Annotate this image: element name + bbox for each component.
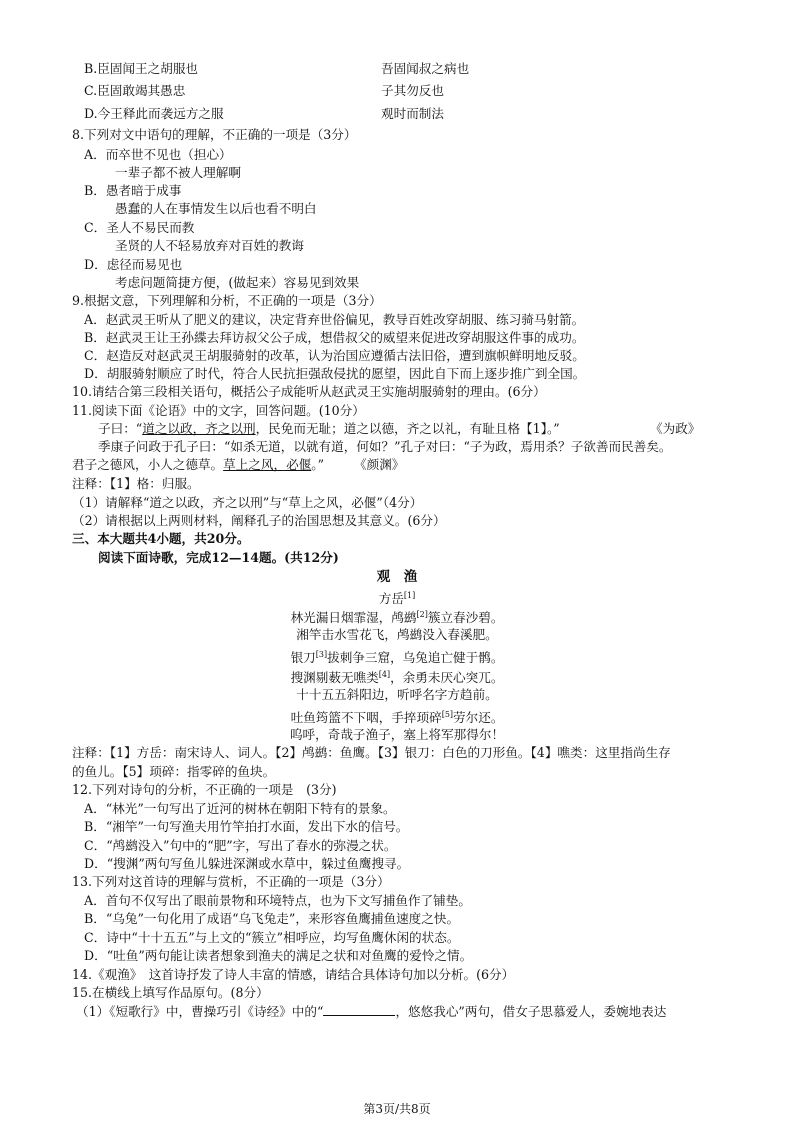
q7-option-d-right: 观时而制法 bbox=[381, 106, 444, 121]
poem-line-3-a: 银刀 bbox=[290, 650, 316, 666]
q10-stem: 10.请结合第三段相关语句，概括公子成能听从赵武灵王实施胡服骑射的理由。(6分） bbox=[72, 384, 546, 399]
q8-explain-b: 愚蠢的人在事情发生以后也看不明白 bbox=[115, 201, 317, 216]
poem-line-7: 呜呼，奇哉子渔子，塞上将军那得尔！ bbox=[289, 727, 505, 742]
poem-line-6-a: 吐鱼筠篮不下咽，手捽顼碎 bbox=[290, 710, 442, 726]
q15-sub1-a: （1）《短歌行》中，曹操巧引《诗经》中的“ bbox=[76, 1004, 324, 1019]
q8-option-d: D．虑径而易见也 bbox=[84, 257, 183, 272]
q13-option-a: A．首句不仅写出了眼前景物和环境特点，也为下文写捕鱼作了铺垫。 bbox=[84, 893, 471, 908]
poem-line-4-a: 搜渊剔薮无噍类 bbox=[290, 670, 379, 686]
q7-option-d bbox=[84, 105, 744, 123]
poem-author-note: [1] bbox=[403, 591, 416, 600]
poem-line-3 bbox=[72, 646, 722, 667]
poem-author-name: 方岳 bbox=[378, 591, 404, 607]
q11-p1-underline: 道之以政，齐之以刑 bbox=[142, 421, 256, 436]
poem-line-6 bbox=[72, 706, 722, 727]
q12-option-a: A．“林光”一句写出了近河的树林在朝阳下特有的景象。 bbox=[84, 801, 396, 816]
q11-sub2: （2）请根据以上两则材料，阐释孔子的治国思想及其意义。(6分） bbox=[72, 513, 446, 528]
poem-author bbox=[72, 587, 722, 608]
q11-p2-b: 。” bbox=[311, 457, 325, 472]
q13-option-c: C．诗中“十十五五”与上文的“簇立”相呼应，均写鱼鹰休闲的状态。 bbox=[84, 930, 460, 945]
q11-passage-2-cont bbox=[72, 456, 744, 474]
poem-note-2: 的鱼儿。【5】顼碎：指零碎的鱼块。 bbox=[72, 764, 276, 779]
q11-passage-2: 季康子问政于孔子曰：“如杀无道，以就有道，何如？”孔子对曰：“子为政，焉用杀？子欲善而民善矣。 bbox=[98, 439, 672, 454]
poem-note-1: 注释：【1】方岳：南宋诗人、词人。【2】鸬鹚：鱼鹰。【3】银刀：白色的刀形鱼。【4】噍类：这里指尚生存 bbox=[72, 745, 671, 760]
poem-line-4-note: [4] bbox=[378, 670, 391, 679]
poem-line-5: 十十五五斜阳边，听呼名字方趋前。 bbox=[296, 687, 498, 702]
poem-line-2: 湘竿击水雪花飞，鸬鹚没入春溪肥。 bbox=[296, 627, 498, 642]
q11-sub1: （1）请解释“道之以政，齐之以刑”与“草上之风，必偃”（4分） bbox=[72, 495, 423, 510]
poem-line-6-note: [5] bbox=[441, 710, 454, 719]
poem-line-4 bbox=[72, 666, 722, 687]
poem-title: 观 渔 bbox=[376, 569, 418, 585]
q9-option-b: B．赵武灵王让王孙緤去拜访叔父公子成，想借叔父的威望来促进改穿胡服这件事的成功。 bbox=[84, 330, 585, 345]
q8-stem: 8.下列对文中语句的理解，不正确的一项是（3分） bbox=[72, 127, 357, 142]
q15-stem: 15.在横线上填写作品原句。(8分） bbox=[72, 985, 269, 1000]
q9-option-a: A．赵武灵王听从了肥义的建议，决定背弃世俗偏见，教导百姓改穿胡服、练习骑马射箭。 bbox=[84, 312, 585, 327]
q8-option-a: A．而卒世不见也（担心） bbox=[84, 147, 232, 162]
q11-p1-a: 子曰：“ bbox=[98, 421, 143, 436]
q11-p2-source: 《颜渊》 bbox=[354, 457, 405, 472]
q13-stem: 13.下列对这首诗的理解与赏析，不正确的一项是（3分） bbox=[72, 874, 390, 889]
q11-note: 注释：【1】格：归服。 bbox=[72, 476, 200, 491]
q11-p2-underline: 草上之风，必偃 bbox=[223, 457, 312, 472]
q13-option-d: D．“吐鱼”两句能让读者想象到渔夫的满足之状和对鱼鹰的爱怜之情。 bbox=[84, 948, 473, 963]
q11-p1-source: 《为政》 bbox=[650, 421, 701, 436]
poem-line-1-note: [2] bbox=[416, 610, 428, 619]
q9-option-d: D．胡服骑射顺应了时代，符合人民抗拒强敌侵扰的愿望，因此自下而上逐步推广到全国。 bbox=[84, 366, 586, 381]
q7-option-b bbox=[84, 60, 744, 78]
section3-intro: 阅读下面诗歌，完成12—14题。(共12分) bbox=[98, 550, 339, 565]
q8-option-c: C．圣人不易民而教 bbox=[84, 220, 195, 235]
q11-p1-b: ，民免而无耻；道之以德，齐之以礼，有耻且格【1】。” bbox=[255, 421, 560, 436]
q11-p2-a: 君子之德风，小人之德草。 bbox=[72, 457, 224, 472]
q12-option-d: D．“搜渊”两句写鱼儿躲进深渊或水草中，躲过鱼鹰搜寻。 bbox=[84, 856, 410, 871]
poem-line-6-b: 劳尔还。 bbox=[453, 710, 504, 726]
q13-option-b: B．“乌兔”一句化用了成语“乌飞兔走”，来形容鱼鹰捕鱼速度之快。 bbox=[84, 911, 460, 926]
q11-passage-1 bbox=[98, 420, 744, 438]
section3-title: 三、本大题共4小题，共20分。 bbox=[72, 531, 250, 546]
poem-line-3-note: [3] bbox=[315, 650, 328, 659]
q7-option-d-left: D.今王释此而袭远方之服 bbox=[84, 106, 224, 121]
page-footer: 第3页/共8页 bbox=[363, 1102, 431, 1116]
q7-option-c bbox=[84, 82, 744, 100]
q8-explain-c: 圣贤的人不轻易放弃对百姓的教诲 bbox=[115, 238, 304, 253]
poem-line-1 bbox=[72, 606, 722, 627]
q8-option-b: B．愚者暗于成事 bbox=[84, 183, 182, 198]
answer-blank[interactable] bbox=[323, 1003, 395, 1016]
poem-line-1-b: 簇立春沙碧。 bbox=[427, 610, 504, 626]
q12-option-b: B．“湘竿”一句写渔夫用竹竿拍打水面，发出下水的信号。 bbox=[84, 819, 409, 834]
q8-explain-d: 考虑问题简捷方便，(做起来）容易见到效果 bbox=[115, 275, 360, 290]
q9-option-c: C．赵造反对赵武灵王胡服骑射的改革，认为治国应遵循古法旧俗，遭到旗帜鲜明地反驳。 bbox=[84, 348, 585, 363]
q7-option-c-left: C.臣固敢竭其愚忠 bbox=[84, 83, 186, 98]
q7-option-b-right: 吾固闻叔之病也 bbox=[381, 61, 470, 76]
q15-sub1-b: ，悠悠我心”两句，借女子思慕爱人，委婉地表达 bbox=[395, 1004, 667, 1019]
q7-option-c-right: 子其勿反也 bbox=[381, 83, 444, 98]
q8-explain-a: 一辈子都不被人理解啊 bbox=[115, 165, 241, 180]
poem-line-4-b: ，余勇未厌心突兀。 bbox=[390, 670, 504, 686]
q14-stem: 14.《观渔》 这首诗抒发了诗人丰富的情感，请结合具体诗句加以分析。(6分） bbox=[72, 967, 515, 982]
poem-line-1-a: 林光漏日烟霏湿，鸬鹚 bbox=[290, 610, 417, 626]
q7-option-b-left: B.臣固闻王之胡服也 bbox=[84, 61, 199, 76]
poem-line-3-b: 拔刺争三窟，乌兔追亡健于鹘。 bbox=[327, 650, 504, 666]
q9-stem: 9.根据文意，下列理解和分析，不正确的一项是（3分） bbox=[72, 293, 382, 308]
q12-stem: 12.下列对诗句的分析，不正确的一项是 (3分) bbox=[72, 782, 337, 797]
q15-sub1 bbox=[76, 1003, 744, 1021]
q12-option-c: C．“鸬鹚没入”句中的“肥”字，写出了春水的弥漫之状。 bbox=[84, 838, 397, 853]
q11-stem: 11.阅读下面《论语》中的文字，回答问题。(10分） bbox=[72, 403, 365, 418]
